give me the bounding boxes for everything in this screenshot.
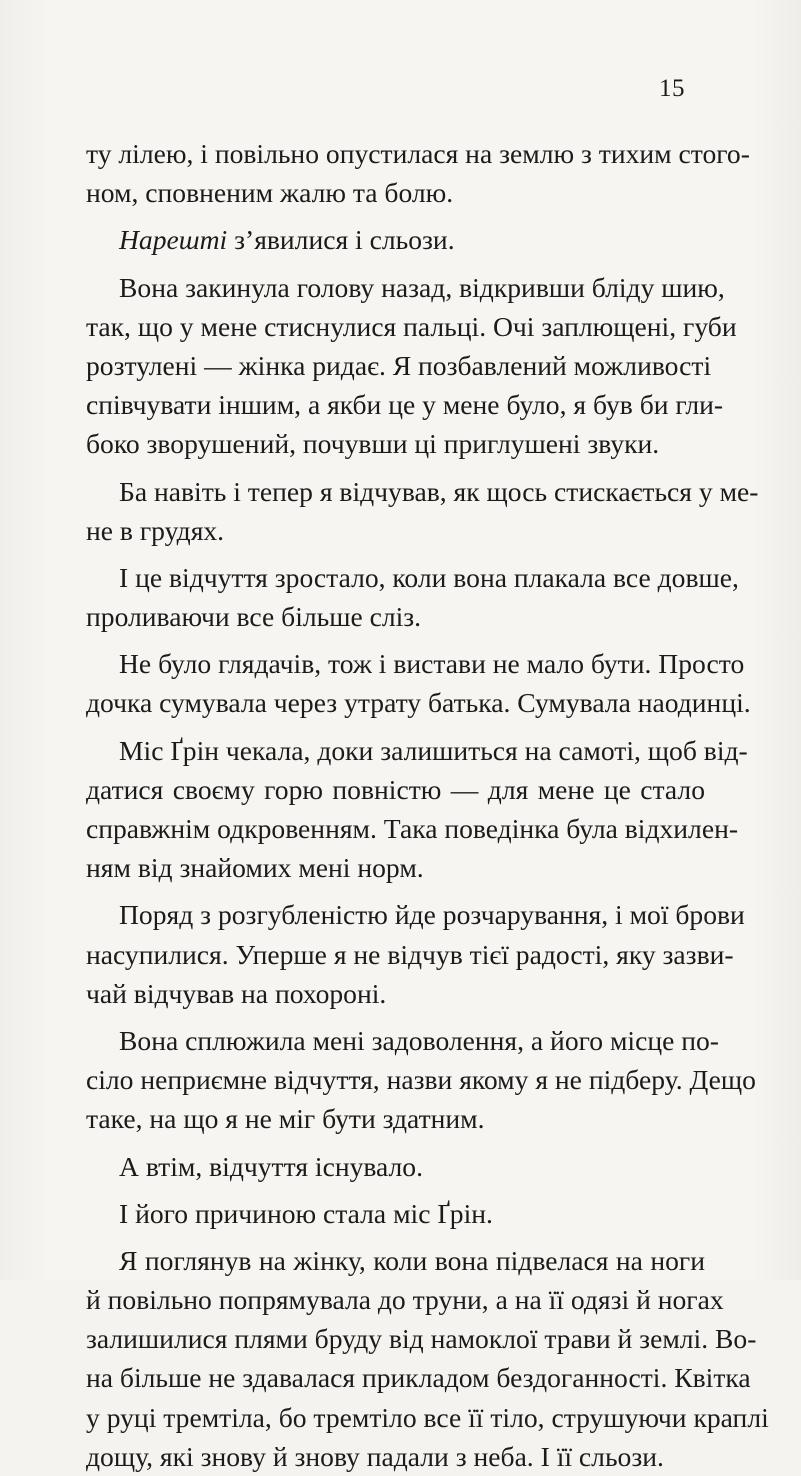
text-line: дощу, які знову й знову падали з неба. І її сльози. [86, 1440, 664, 1472]
text-line: розтулені — жінка ридає. Я позбавлений можливості [86, 349, 712, 381]
text-line: таке, на що я не міг бути здатним. [86, 1103, 485, 1135]
text-line: так, що у мене стиснулися пальці. Очі заплющені, губи [86, 310, 737, 342]
text-line: на більше не здавалася прикладом бездоганності. Квітка [86, 1362, 751, 1394]
text-line: насупилися. Уперше я не відчув тієї радості, яку зазви- [86, 938, 734, 970]
text-line: І його причиною стала міс Ґрін. [119, 1197, 493, 1229]
text-line: й повільно попрямувала до труни, а на її одязі й ногах [86, 1284, 724, 1316]
text-line: проливаючи все більше сліз. [86, 601, 422, 633]
text-line: ном, сповненим жалю та болю. [86, 177, 454, 209]
text-line: Ба навіть і тепер я відчував, як щось стискається у ме- [119, 475, 759, 507]
text-line: Поряд з розгубленістю йде розчарування, і мої брови [119, 899, 745, 931]
text-line: боко зворушений, почувши ці приглушені звуки. [86, 428, 660, 460]
text-line: Не було глядачів, тож і вистави не мало бути. Просто [119, 648, 745, 680]
text-line: І це відчуття зростало, коли вона плакала все довше, [119, 561, 739, 593]
text-line: не в грудях. [86, 514, 225, 546]
text-line: у руці тремтіла, бо тремтіло все її тіло, струшуючи краплі [86, 1401, 769, 1433]
text-line-rest: з’явилися і сльози. [234, 224, 455, 256]
text-line [86, 220, 705, 259]
italic-word: Нарешті [119, 224, 228, 256]
text-line: Я поглянув на жінку, коли вона підвелася на ноги [119, 1244, 705, 1276]
text-line: справжнім одкровенням. Така поведінка була відхилен- [86, 813, 739, 844]
page-number: 15 [659, 75, 685, 102]
text-line: Вона сплюжила мені задоволення, а його місце по- [119, 1024, 719, 1056]
text-line: співчувати іншим, а якби це у мене було, я був би гли- [86, 389, 724, 421]
text-line: ту лілею, і повільно опустилася на землю з тихим стого- [86, 138, 750, 169]
text-line: чай відчував на похороні. [86, 977, 387, 1009]
text-line: дочка сумувала через утрату батька. Сумувала наодинці. [86, 687, 751, 719]
text-line: сіло неприємне відчуття, назви якому я не підберу. Дещо [86, 1064, 756, 1096]
text-line: Вона закинула голову назад, відкривши бліду шию, [119, 271, 725, 303]
text-line: А втім, відчуття існувало. [119, 1150, 424, 1182]
text-line: залишилися плями бруду від намоклої трави й землі. Во- [86, 1323, 757, 1355]
body-text [86, 134, 769, 1476]
text-line: Міс Ґрін чекала, доки залишиться на самоті, щоб від- [119, 734, 748, 766]
text-line: датися своєму горю повністю — для мене це стало [86, 773, 705, 805]
text-line: ням від знайомих мені норм. [86, 852, 424, 884]
